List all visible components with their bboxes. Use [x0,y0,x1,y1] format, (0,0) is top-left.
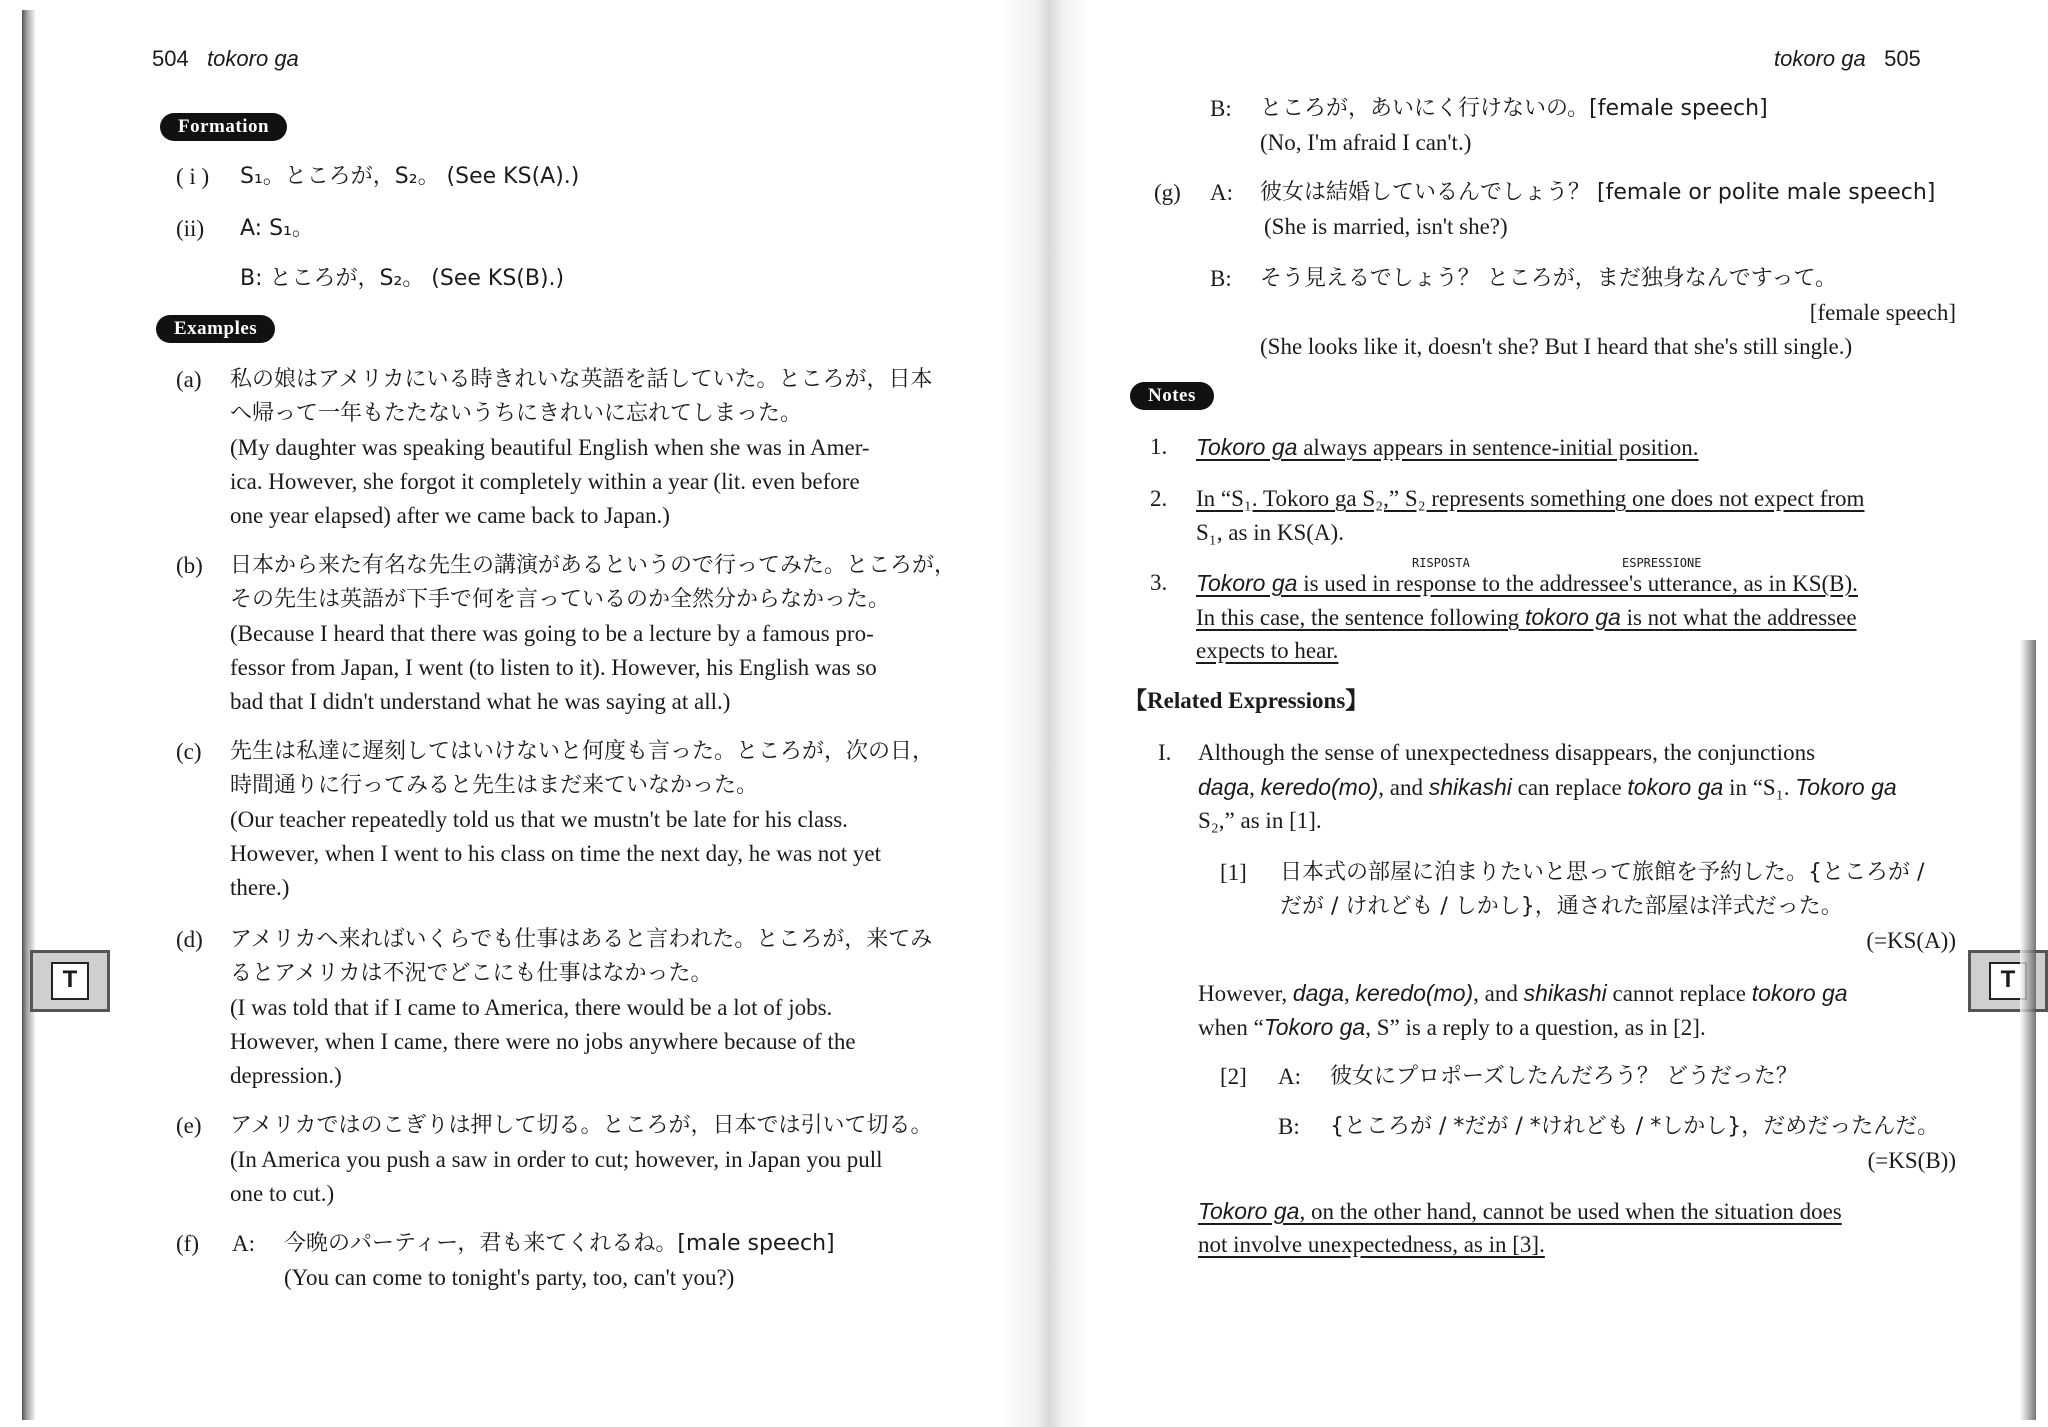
related-ex-2-b-jp: {ところが / *だが / *けれども / *しかし}，だめだったんだ。 [1330,1114,1940,1139]
example-g-speaker-a: A: [1210,180,1233,205]
example-g-b-jp: そう見えるでしょう？ ところが，まだ独身なんですって。 [1260,266,1838,291]
related-i-line-2 [1198,770,1897,805]
note-1-term: Tokoro ga [1196,434,1298,460]
rel-keredomo: keredo(mo) [1260,774,1379,800]
however-tokoroga: tokoro ga [1751,980,1848,1006]
note-3-line-2 [1196,600,1857,635]
example-e-jp-1: アメリカではのこぎりは押して切る。ところが，日本では引いて切る。 [230,1113,933,1138]
example-a-jp-2: へ帰って一年もたたないうちにきれいに忘れてしまった。 [230,401,803,426]
formation-i-label: ( i ) [176,164,210,189]
however2-term: Tokoro ga [1263,1014,1366,1040]
example-d-jp-2: るとアメリカは不況でどこにも仕事はなかった。 [230,961,713,986]
notes-label: Notes [1130,382,1214,410]
note-1-text [1196,430,1699,465]
however-daga: daga [1292,980,1345,1006]
example-a-en-2: ica. However, she forgot it completely within a year (lit. even before [230,469,860,494]
formation-i-text: S₁。ところが，S₂。 (See KS(A).) [240,164,580,189]
example-a-en-3: one year elapsed) after we came back to Japan.) [230,503,670,528]
example-g-a-en: (She is married, isn't she?) [1264,214,1508,239]
example-a-jp-1: 私の娘はアメリカにいる時きれいな英語を話していた。ところが，日本 [230,367,933,392]
example-g-b-en: (She looks like it, doesn't she? But I heard that she's still single.) [1260,334,1853,359]
example-f-en-1: (You can come to tonight's party, too, can't you?) [284,1265,735,1290]
rel-shikashi: shikashi [1428,774,1512,800]
related-i-line-3: S₂,” as in [1]. [1198,808,1322,833]
example-d-en-3: depression.) [230,1063,342,1088]
related-ex-2-a-jp: 彼女にプロポーズしたんだろう？ どうだった？ [1330,1064,1798,1089]
example-f-speaker-a: A: [232,1231,255,1256]
left-thumb-tab-letter: T [51,962,89,1000]
however-keredomo: keredo(mo) [1355,980,1474,1006]
example-d-jp-1: アメリカへ来ればいくらでも仕事はあると言われた。ところが，来てみ [230,927,933,952]
rel-sep-2: , and [1378,775,1429,800]
examples-label: Examples [156,315,275,343]
left-running-head: tokoro ga [207,46,299,71]
example-c-jp-1: 先生は私達に遅刻してはいけないと何度も言った。ところが，次の日， [230,739,935,764]
rel-daga: daga [1198,774,1250,800]
right-page-edge [2020,640,2036,1420]
however-shikashi: shikashi [1523,980,1607,1006]
related-ex-1-ref: (=KS(A)) [1866,928,1956,953]
formation-ii-b: B: ところが，S₂。 (See KS(B).) [240,266,565,291]
example-b-jp-2: その先生は英語が下手で何を言っているのか全然分からなかった。 [230,587,891,612]
right-thumb-tab [1968,950,2048,1012]
example-f-label: (f) [176,1231,199,1256]
left-thumb-tab [30,950,110,1012]
related-ex-2-speaker-a: A: [1278,1064,1301,1089]
related-ex-2-label: [2] [1220,1064,1247,1089]
related-however-line-1 [1198,976,1848,1011]
left-binding-edge [22,10,36,1420]
note-3-line-3: expects to hear. [1196,638,1339,663]
example-f-speaker-b: B: [1210,96,1232,121]
note-3-label: 3. [1150,570,1168,595]
related-i-label: I. [1158,740,1172,765]
example-b-en-3: bad that I didn't understand what he was saying at all.) [230,689,731,714]
last-rest: , on the other hand, cannot be used when the situation does [1299,1199,1842,1224]
rel-tokoroga: tokoro ga [1627,774,1724,800]
rel-sep-1: , [1249,775,1261,800]
handwritten-note-2: ESPRESSIONE [1622,556,1702,570]
formation-ii-label: (ii) [176,216,205,241]
right-thumb-tab-letter: T [1989,962,2027,1000]
example-d-en-2: However, when I came, there were no jobs anywhere because of the [230,1029,856,1054]
related-last-line-1 [1198,1194,1842,1229]
however2-c: , S” is a reply to a question, as in [2]. [1365,1015,1706,1040]
right-page [1024,0,2048,1427]
related-ex-1-jp-1: 日本式の部屋に泊まりたいと思って旅館を予約した。{ところが / [1280,860,1925,885]
example-a-label: (a) [176,367,202,392]
example-g-speaker-b: B: [1210,266,1232,291]
example-d-en-1: (I was told that if I came to America, there would be a lot of jobs. [230,995,833,1020]
rel-sep-4: in “S₁. [1723,775,1796,800]
formation-label: Formation [160,113,287,141]
however-sep-2: , and [1473,981,1524,1006]
note-3-line-1 [1196,566,1858,601]
last-term: Tokoro ga [1198,1198,1300,1224]
example-e-en-1: (In America you push a saw in order to cut; however, in Japan you pull [230,1147,883,1172]
example-c-en-3: there.) [230,875,290,900]
example-b-en-2: fessor from Japan, I went (to listen to it). However, his English was so [230,655,877,680]
formation-ii-a: A: S₁。 [240,216,314,241]
right-page-number: 505 [1884,46,1921,71]
however-a: However, [1198,981,1293,1006]
example-g-b-tag: [female speech] [1809,300,1956,325]
related-ex-2-ref: (=KS(B)) [1867,1148,1956,1173]
note-3-line-2-term: tokoro ga [1524,604,1621,630]
example-c-en-2: However, when I went to his class on time the next day, he was not yet [230,841,882,866]
however-sep-3: cannot replace [1606,981,1752,1006]
example-f-jp-1: 今晩のパーティー，君も来てくれるね。[male speech] [284,1231,835,1256]
note-3-rest: is used in response to the addressee's utterance, as in KS(B). [1297,571,1858,596]
handwritten-note-1: RISPOSTA [1412,556,1470,570]
note-1-rest: always appears in sentence-initial position. [1297,435,1699,460]
right-running-head: tokoro ga [1774,46,1866,71]
rel-tokoroga-2: Tokoro ga [1795,774,1897,800]
related-ex-1-label: [1] [1220,860,1247,885]
example-c-jp-2: 時間通りに行ってみると先生はまだ来ていなかった。 [230,773,759,798]
left-page-number: 504 [152,46,189,71]
example-c-en-1: (Our teacher repeatedly told us that we mustn't be late for his class. [230,807,848,832]
note-3-line-2-c: is not what the addressee [1620,605,1857,630]
related-i-line-1: Although the sense of unexpectedness disappears, the conjunctions [1198,740,1816,765]
example-f-b-en: (No, I'm afraid I can't.) [1260,130,1472,155]
example-b-en-1: (Because I heard that there was going to be a lecture by a famous pro- [230,621,874,646]
note-3-term: Tokoro ga [1196,570,1298,596]
related-last-line-2: not involve unexpectedness, as in [3]. [1198,1232,1545,1257]
left-header [152,46,299,72]
note-2-line-1: In “S₁. Tokoro ga S₂,” S₂ represents something one does not expect from [1196,486,1865,511]
however-sep-1: , [1344,981,1356,1006]
example-b-jp-1: 日本から来た有名な先生の講演があるというので行ってみた。ところが， [230,553,957,578]
example-e-label: (e) [176,1113,202,1138]
however2-a: when “ [1198,1015,1264,1040]
related-ex-2-speaker-b: B: [1278,1114,1300,1139]
related-ex-1-jp-2: だが / けれども / しかし}，通された部屋は洋式だった。 [1280,894,1843,919]
related-expressions-title: 【Related Expressions】 [1124,688,1369,713]
example-e-en-2: one to cut.) [230,1181,335,1206]
note-2-label: 2. [1150,486,1168,511]
right-header [1774,46,1921,72]
example-c-label: (c) [176,739,202,764]
related-however-line-2 [1198,1010,1706,1045]
rel-sep-3: can replace [1511,775,1628,800]
example-g-a-jp: 彼女は結婚しているんでしょう？ [female or polite male speech] [1260,180,1936,205]
example-a-en-1: (My daughter was speaking beautiful English when she was in Amer- [230,435,870,460]
example-f-b-jp: ところが，あいにく行けないの。[female speech] [1260,96,1768,121]
example-d-label: (d) [176,927,203,952]
example-g-label: (g) [1154,180,1181,205]
note-1-label: 1. [1150,434,1168,459]
example-b-label: (b) [176,553,203,578]
note-2-line-2: S₁, as in KS(A). [1196,520,1344,545]
note-3-line-2-a: In this case, the sentence following [1196,605,1525,630]
